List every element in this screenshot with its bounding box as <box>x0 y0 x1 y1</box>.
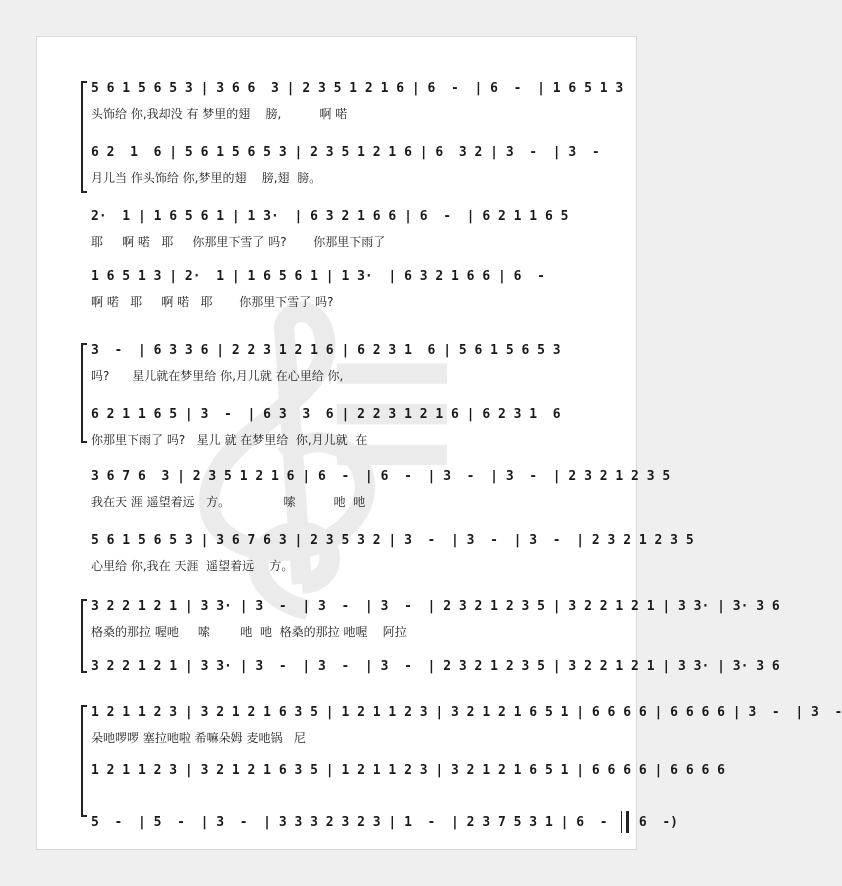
final-barline <box>621 811 629 833</box>
notation: 2· 1 | 1 6 5 6 1 | 1 3· | 6 3 2 1 6 6 | 6 - | 6 2 1 1 6 5 <box>91 209 569 224</box>
lyrics: 吗? 星儿就在梦里给 你,月儿就 在心里给 你, <box>91 369 344 383</box>
lyrics: 耶 啊 喏 耶 你那里下雪了 吗? 你那里下雨了 <box>91 235 386 249</box>
notation: 1 2 1 1 2 3 | 3 2 1 2 1 6 3 5 | 1 2 1 1 2 3 | 3 2 1 2 1 6 5 1 | 6 6 6 6 | 6 6 6 6 | 3 - | 3 - <box>91 705 842 720</box>
notation: 1 6 5 1 3 | 2· 1 | 1 6 5 6 1 | 1 3· | 6 3 2 1 6 6 | 6 - <box>91 269 545 284</box>
notation: 3 2 2 1 2 1 | 3 3· | 3 - | 3 - | 3 - | 2 3 2 1 2 3 5 | 3 2 2 1 2 1 | 3 3· | 3· 3 6 <box>91 659 780 674</box>
lyrics: 头饰给 你,我却没 有 梦里的翅 膀, 啊 喏 <box>91 107 348 121</box>
notation: 5 - | 5 - | 3 - | 3 3 3 2 3 2 3 | 1 - | 2 3 7 5 3 1 | 6 - | 6 -) <box>91 815 678 830</box>
notation: 5 6 1 5 6 5 3 | 3 6 6 3 | 2 3 5 1 2 1 6 | 6 - | 6 - | 1 6 5 1 3 <box>91 81 624 96</box>
lyrics: 月儿当 作头饰给 你,梦里的翅 膀,翅 膀。 <box>91 171 322 185</box>
notation: 5 6 1 5 6 5 3 | 3 6 7 6 3 | 2 3 5 3 2 | 3 - | 3 - | 3 - | 2 3 2 1 2 3 5 <box>91 533 694 548</box>
score-page <box>36 36 842 850</box>
lyrics: 心里给 你,我在 天涯 遥望着远 方。 <box>91 559 294 573</box>
lyrics: 啊 喏 耶 啊 喏 耶 你那里下雪了 吗? <box>91 295 334 309</box>
lyrics: 你那里下雨了 吗? 星儿 就 在梦里给 你,月儿就 在 <box>91 433 368 447</box>
notation: 1 2 1 1 2 3 | 3 2 1 2 1 6 3 5 | 1 2 1 1 2 3 | 3 2 1 2 1 6 5 1 | 6 6 6 6 | 6 6 6 6 <box>91 763 725 778</box>
notation: 3 - | 6 3 3 6 | 2 2 3 1 2 1 6 | 6 2 3 1 6 | 5 6 1 5 6 5 3 <box>91 343 561 358</box>
notation: 3 6 7 6 3 | 2 3 5 1 2 1 6 | 6 - | 6 - | 3 - | 3 - | 2 3 2 1 2 3 5 <box>91 469 671 484</box>
lyrics: 我在天 涯 遥望着远 方。 嗦 吔 吔 <box>91 495 366 509</box>
notation: 6 2 1 6 | 5 6 1 5 6 5 3 | 2 3 5 1 2 1 6 | 6 3 2 | 3 - | 3 - <box>91 145 600 160</box>
notation: 3 2 2 1 2 1 | 3 3· | 3 - | 3 - | 3 - | 2 3 2 1 2 3 5 | 3 2 2 1 2 1 | 3 3· | 3· 3 6 <box>91 599 780 614</box>
lyrics: 朵吔啰啰 塞拉吔啦 希嘛朵姆 麦吔锅 尼 <box>91 731 306 745</box>
notation: 6 2 1 1 6 5 | 3 - | 6 3 3 6 | 2 2 3 1 2 1 6 | 6 2 3 1 6 <box>91 407 561 422</box>
lyrics: 格桑的那拉 喔吔 嗦 吔 吔 格桑的那拉 吔喔 阿拉 <box>91 625 407 639</box>
